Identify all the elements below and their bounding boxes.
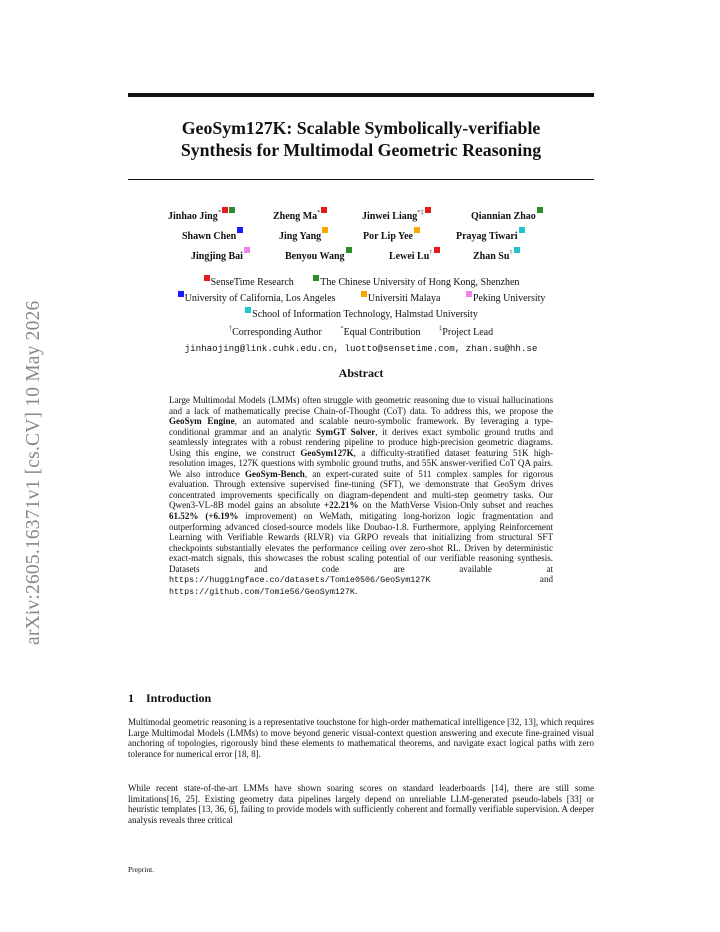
section-title: Introduction bbox=[146, 691, 212, 705]
note-label: Corresponding Author bbox=[232, 327, 322, 338]
author-name: Jingjing Bai bbox=[191, 251, 243, 262]
author-name: Por Lip Yee bbox=[363, 231, 413, 242]
abstract-bold: GeoSym Engine bbox=[169, 416, 235, 427]
author-name: Jing Yang bbox=[279, 231, 322, 242]
affiliation-label: School of Information Technology, Halmstad University bbox=[252, 309, 478, 320]
note-label: Project Lead bbox=[442, 327, 494, 338]
paper-title bbox=[128, 117, 594, 161]
pku-marker bbox=[244, 247, 250, 253]
author-row-1 bbox=[128, 207, 594, 227]
halmstad-marker bbox=[514, 247, 520, 253]
note-corresponding: †Corresponding Author bbox=[228, 325, 322, 338]
affiliation-um bbox=[360, 293, 440, 304]
section-number: 1 bbox=[128, 691, 134, 705]
abstract-text: , it derives exact symbolic ground truths and seamlessly integrates with a robust rendering pipeline to produce high-precision geometric diagrams. Using this engine, we construct bbox=[169, 426, 553, 458]
author-shawn-chen bbox=[182, 227, 243, 242]
author-name: Prayag Tiwari bbox=[456, 231, 518, 242]
author-row-2 bbox=[128, 227, 594, 247]
affiliation-ucla bbox=[177, 293, 336, 304]
note-label: Equal Contribution bbox=[343, 327, 421, 338]
sensetime-marker bbox=[434, 247, 440, 253]
affiliation-label: SenseTime Research bbox=[210, 277, 294, 288]
abstract-text: on the MathVerse Vision-Only subset and reaches bbox=[358, 500, 553, 511]
abstract-text: , a difficulty-stratified dataset featuring 51K high-resolution images, 127K questions with symbolic ground truths, and 55K answer-verified CoT QA pairs. We also introduce bbox=[169, 447, 553, 479]
affiliation-sensetime bbox=[203, 277, 294, 288]
affiliation-row-1 bbox=[128, 275, 594, 288]
abstract-heading: Abstract bbox=[338, 366, 384, 380]
intro-paragraph-1: Multimodal geometric reasoning is a representative touchstone for high-order mathematical intelligence [32, 13], which requires Large Multimodal Models (LMMs) to move beyond generic visual-context question answering and execute fine-grained visual anchoring of topologies, rigorously bind these elements to mathematical theorems, and navigate exact logical paths with zero tolerance for numerical error [18, 8]. bbox=[128, 717, 594, 760]
title-line-2: Synthesis for Multimodal Geometric Reasoning bbox=[180, 140, 542, 160]
author-jinwei-liang bbox=[362, 207, 431, 222]
author-sup: † bbox=[509, 249, 513, 256]
author-benyou-wang bbox=[285, 247, 352, 262]
sensetime-marker bbox=[204, 275, 210, 281]
cuhk-marker bbox=[537, 207, 543, 213]
abstract-text: and bbox=[430, 574, 553, 585]
pku-marker bbox=[466, 291, 472, 297]
cuhk-marker bbox=[313, 275, 319, 281]
affiliation-halmstad bbox=[244, 309, 478, 320]
title-line-1: GeoSym127K: Scalable Symbolically-verifiable bbox=[181, 118, 541, 138]
abstract-bold: 61.52% (+6.19% bbox=[169, 511, 239, 522]
author-list bbox=[128, 207, 594, 267]
ucla-marker bbox=[178, 291, 184, 297]
author-notes bbox=[128, 325, 594, 338]
affiliation-label: The Chinese University of Hong Kong, Shenzhen bbox=[320, 277, 520, 288]
abstract-bold: GeoSym-Bench bbox=[245, 468, 305, 479]
code-link[interactable]: https://github.com/Tomie56/GeoSym127K bbox=[169, 586, 355, 597]
affiliation-label: Universiti Malaya bbox=[367, 293, 441, 304]
author-emails: jinhaojing@link.cuhk.edu.cn, luotto@sensetime.com, zhan.su@hh.se bbox=[184, 343, 538, 354]
note-equal: *Equal Contribution bbox=[340, 325, 421, 338]
author-jingjing-bai bbox=[191, 247, 250, 262]
author-zheng-ma bbox=[273, 207, 327, 222]
abstract-text: , an expert-curated suite of 511 complex samples for rigorous evaluation. Through extensive supervised fine-tuning (SFT), we demonstrate that GeoSym drives concentrated improvements specifically on diagram-dependent and multi-step geometry tasks. Our Qwen3-VL-8B model gains an absolute bbox=[169, 468, 553, 511]
affiliation-cuhk bbox=[312, 277, 519, 288]
author-qiannian-zhao bbox=[471, 207, 543, 222]
author-sup: * bbox=[217, 209, 221, 216]
arxiv-stamp bbox=[14, 255, 54, 645]
title-top-rule bbox=[128, 93, 594, 97]
arxiv-id: arXiv:2605.16371v1 [cs.CV] 10 May 2026 bbox=[23, 300, 44, 645]
author-sup: *‡ bbox=[417, 209, 424, 216]
title-bottom-rule bbox=[128, 179, 594, 180]
affiliation-row-3 bbox=[128, 307, 594, 320]
abstract-text: , an automated and scalable neuro-symbolic framework. By leveraging a type-conditional grammar and an analytic bbox=[169, 416, 554, 437]
um-marker bbox=[361, 291, 367, 297]
sensetime-marker bbox=[222, 207, 228, 213]
sensetime-marker bbox=[321, 207, 327, 213]
author-jing-yang bbox=[279, 227, 328, 242]
intro-paragraph-2: While recent state-of-the-art LMMs have shown soaring scores on standard leaderboards [14], there are still some limitations[16, 25]. Existing geometry data pipelines largely depend on unreliable LLM-generated pseudo-labels [33] or heuristic templates [13, 36, 6], failing to provide models with sufficiently coherent and formally verifiable supervision. A deeper analysis reveals three critical bbox=[128, 783, 594, 826]
author-name: Benyou Wang bbox=[285, 251, 345, 262]
halmstad-marker bbox=[245, 307, 251, 313]
author-lewei-lu bbox=[389, 247, 440, 262]
cuhk-marker bbox=[229, 207, 235, 213]
um-marker bbox=[322, 227, 328, 233]
author-sup: * bbox=[317, 209, 321, 216]
ucla-marker bbox=[237, 227, 243, 233]
footer-preprint: Preprint. bbox=[128, 865, 155, 874]
author-name: Zheng Ma bbox=[273, 211, 318, 222]
abstract-body bbox=[169, 395, 553, 597]
abstract-text: Large Multimodal Models (LMMs) often struggle with geometric reasoning due to visual hallucinations and a lack of mathematically precise Chain-of-Thought (CoT) data. To address this, we propose the bbox=[169, 395, 553, 416]
halmstad-marker bbox=[519, 227, 525, 233]
abstract-bold: +22.21% bbox=[324, 500, 359, 511]
author-name: Qiannian Zhao bbox=[471, 211, 536, 222]
author-zhan-su bbox=[473, 247, 520, 262]
author-jinhao-jing bbox=[168, 207, 235, 222]
um-marker bbox=[414, 227, 420, 233]
affiliation-row-2 bbox=[128, 291, 594, 304]
author-name: Lewei Lu bbox=[389, 251, 430, 262]
author-name: Zhan Su bbox=[473, 251, 510, 262]
affiliation-label: Peking University bbox=[472, 293, 546, 304]
abstract-bold: SymGT Solver bbox=[315, 426, 376, 437]
affiliation-pku bbox=[465, 293, 546, 304]
abstract-bold: GeoSym127K bbox=[300, 447, 354, 458]
author-name: Jinhao Jing bbox=[168, 211, 218, 222]
author-prayag-tiwari bbox=[456, 227, 525, 242]
author-name: Shawn Chen bbox=[182, 231, 237, 242]
dataset-link[interactable]: https://huggingface.co/datasets/Tomie0506/GeoSym127K bbox=[169, 575, 431, 586]
section-heading bbox=[128, 691, 211, 706]
author-sup: † bbox=[429, 249, 433, 256]
note-lead: ‡Project Lead bbox=[439, 325, 494, 338]
author-row-3 bbox=[128, 247, 594, 267]
sensetime-marker bbox=[425, 207, 431, 213]
cuhk-marker bbox=[346, 247, 352, 253]
author-name: Jinwei Liang bbox=[362, 211, 418, 222]
abstract-text: . bbox=[354, 585, 358, 596]
author-por-lip-yee bbox=[363, 227, 420, 242]
abstract-text: improvement) on WeMath, mitigating long-horizon logic fragmentation and outperforming advanced closed-source models like Doubao-1.8. Furthermore, applying Reinforcement Learning with Verifiable Rewards (RLVR) via GRPO reveals that initializing from structural SFT checkpoints substantially elevates the performance ceiling over zero-shot RL. Driven by deterministic exact-match signals, this showcases the robust scaling potential of our verifiable reasoning synthesis. Datasets and code are available at bbox=[169, 511, 553, 574]
affiliation-label: University of California, Los Angeles bbox=[184, 293, 336, 304]
